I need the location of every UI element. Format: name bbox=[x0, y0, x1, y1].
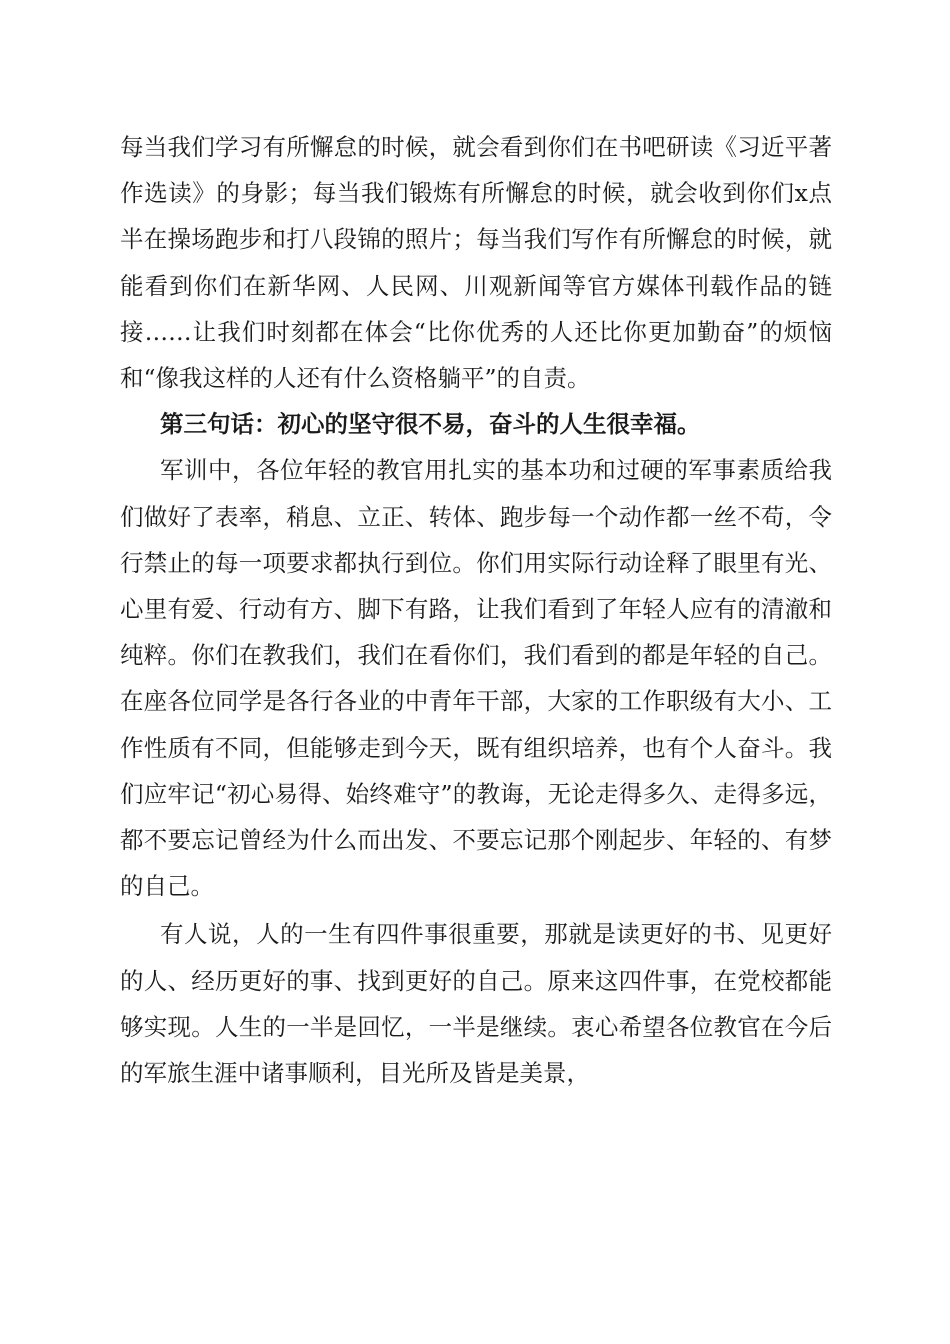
paragraph-military-training: 军训中，各位年轻的教官用扎实的基本功和过硬的军事素质给我们做好了表率，稍息、立正、转体、跑步每一个动作都一丝不苟，令行禁止的每一项要求都执行到位。你们用实际行动诠释了眼里有光、心里有爱、行动有方、脚下有路，让我们看到了年轻人应有的清澈和纯粹。你们在教我们，我们在看你们，我们看到的都是年轻的自己。在座各位同学是各行各业的中青年干部，大家的工作职级有大小、工作性质有不同，但能够走到今天，既有组织培养，也有个人奋斗。我们应牢记“初心易得、始终难守”的教诲，无论走得多久、走得多远，都不要忘记曾经为什么而出发、不要忘记那个刚起步、年轻的、有梦的自己。 bbox=[120, 456, 832, 901]
paragraph-diligence: 每当我们学习有所懈怠的时候，就会看到你们在书吧研读《习近平著作选读》的身影；每当我们锻炼有所懈怠的时候，就会收到你们x点半在操场跑步和打八段锦的照片；每当我们写作有所懈怠的时候，就能看到你们在新华网、人民网、川观新闻等官方媒体刊载作品的链接……让我们时刻都在体会“比你优秀的人还比你更加勤奋”的烦恼和“像我这样的人还有什么资格躺平”的自责。 bbox=[120, 133, 832, 393]
document-body bbox=[120, 124, 832, 1096]
section-heading-third: 第三句话：初心的坚守很不易，奋斗的人生很幸福。 bbox=[160, 410, 701, 439]
paragraph-four-things: 有人说，人的一生有四件事很重要，那就是读更好的书、见更好的人、经历更好的事、找到更好的自己。原来这四件事，在党校都能够实现。人生的一半是回忆，一半是继续。衷心希望各位教官在今后的军旅生涯中诸事顺利，目光所及皆是美景， bbox=[120, 920, 832, 1088]
